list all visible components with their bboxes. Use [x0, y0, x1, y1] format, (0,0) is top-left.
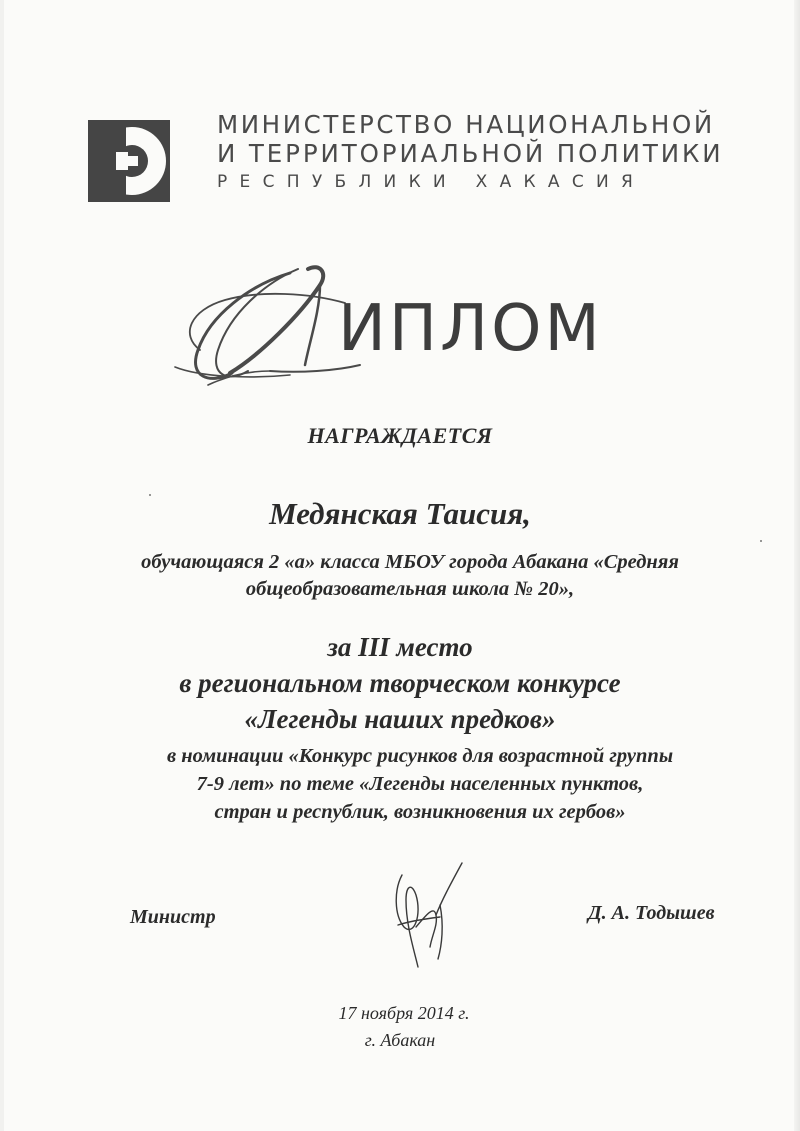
- recipient-name: Медянская Таисия,: [269, 496, 531, 531]
- issue-city: г. Абакан: [364, 1030, 436, 1050]
- place-line-3: «Легенды наших предков»: [244, 704, 556, 734]
- minister-name: Д. А. Тодышев: [588, 902, 715, 924]
- title-text: ИПЛОМ: [338, 292, 603, 366]
- issue-date: 17 ноября 2014 г.: [338, 1003, 470, 1023]
- minister-label: Министр: [130, 906, 216, 928]
- scan-edge-right: [794, 0, 800, 1131]
- ministry-header: [217, 110, 724, 192]
- student-description: [80, 549, 740, 603]
- ministry-line-1: МИНИСТЕРСТВО НАЦИОНАЛЬНОЙ: [217, 110, 715, 139]
- student-desc-line-2: общеобразовательная школа № 20»,: [245, 578, 575, 600]
- nomination-line-2: 7-9 лет» по теме «Легенды населенных пунктов,: [196, 773, 644, 795]
- nomination-line-3: стран и республик, возникновения их гербов»: [214, 801, 626, 823]
- signature-image: [380, 855, 480, 975]
- ministry-logo-icon: [88, 120, 170, 202]
- awarded-heading: НАГРАЖДАЕТСЯ: [307, 423, 493, 448]
- nomination-text: [120, 742, 720, 826]
- ministry-line-3: РЕСПУБЛИКИ ХАКАСИЯ: [217, 172, 646, 192]
- scan-speck: [760, 540, 762, 542]
- scan-speck: [149, 494, 151, 496]
- scan-edge-left: [0, 0, 4, 1131]
- place-line-1: за III место: [327, 632, 473, 662]
- ministry-line-2: И ТЕРРИТОРИАЛЬНОЙ ПОЛИТИКИ: [217, 138, 724, 168]
- nomination-line-1: в номинации «Конкурс рисунков для возрастной группы: [166, 745, 674, 767]
- student-desc-line-1: обучающаяся 2 «а» класса МБОУ города Абакана «Средняя: [141, 551, 679, 573]
- place-line-2: в региональном творческом конкурсе: [179, 668, 621, 698]
- award-place: [0, 629, 800, 737]
